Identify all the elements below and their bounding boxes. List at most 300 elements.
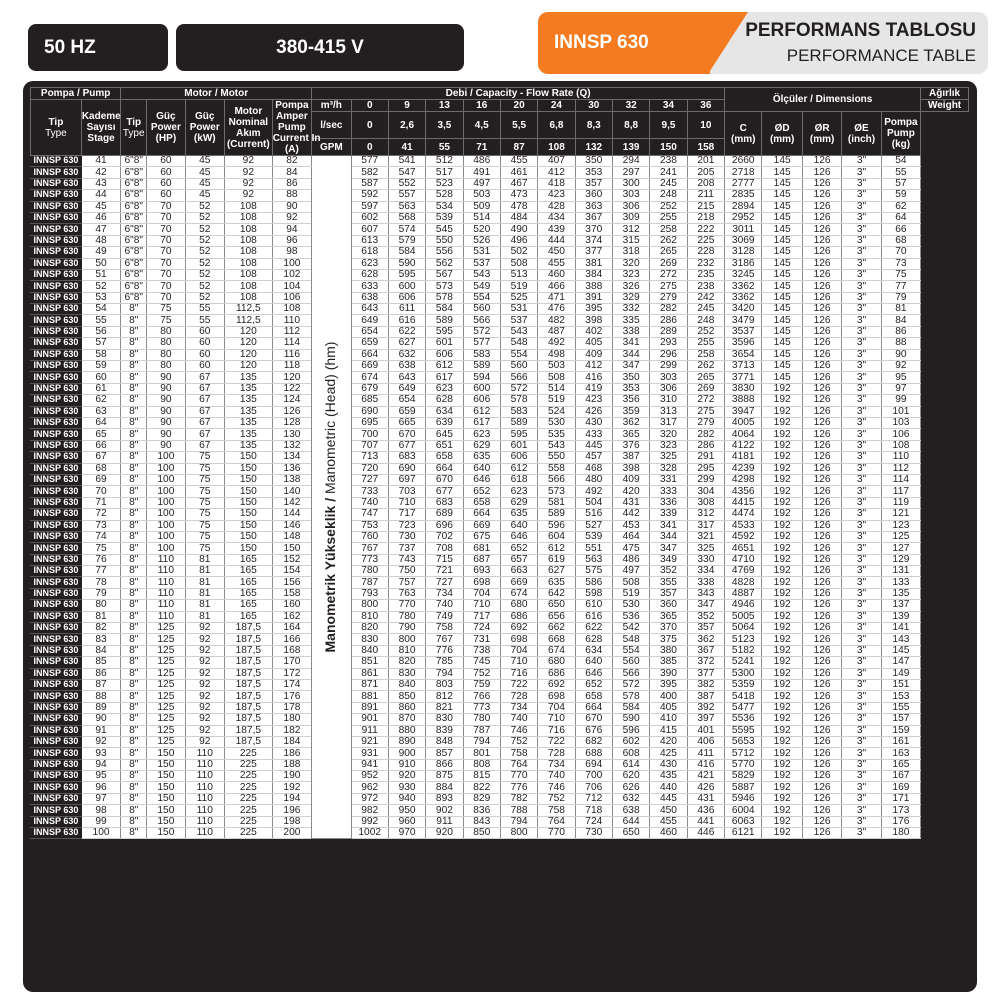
table-row (31, 235, 969, 246)
pump-amp-cell: 130 (272, 429, 311, 440)
head-cell: 577 (463, 338, 500, 349)
head-cell: 681 (463, 543, 500, 554)
motor-type-cell: 6"8" (121, 201, 147, 212)
stages-cell: 65 (81, 429, 120, 440)
head-cell: 752 (463, 668, 500, 679)
head-cell: 367 (687, 645, 724, 656)
dim-d-cell: 145 (762, 372, 802, 383)
head-cell: 554 (463, 292, 500, 303)
power-kw-cell: 60 (185, 338, 224, 349)
head-cell: 556 (426, 247, 463, 258)
power-hp-cell: 110 (147, 588, 185, 599)
head-cell: 317 (650, 417, 687, 428)
motor-type-cell: 8" (121, 691, 147, 702)
dim-c-cell: 2660 (725, 156, 762, 167)
head-cell: 582 (351, 167, 388, 178)
table-row (31, 793, 969, 804)
head-cell: 652 (500, 543, 537, 554)
model-cell: INNSP 630 (31, 212, 82, 223)
motor-type-cell: 8" (121, 463, 147, 474)
head-axis-label-cell (312, 156, 351, 839)
weight-cell: 64 (881, 212, 920, 223)
head-cell: 445 (575, 440, 612, 451)
stages-cell: 74 (81, 531, 120, 542)
head-cell: 589 (426, 315, 463, 326)
model-cell: INNSP 630 (31, 497, 82, 508)
table-row (31, 748, 969, 759)
dim-d-cell: 192 (762, 782, 802, 793)
power-hp-cell: 100 (147, 474, 185, 485)
power-hp-cell: 60 (147, 167, 185, 178)
head-cell: 640 (575, 657, 612, 668)
head-cell: 461 (500, 167, 537, 178)
weight-cell: 173 (881, 805, 920, 816)
head-cell: 822 (463, 782, 500, 793)
model-cell: INNSP 630 (31, 440, 82, 451)
head-cell: 513 (500, 269, 537, 280)
pump-group-header: Pompa / Pump (31, 88, 121, 100)
head-cell: 430 (575, 417, 612, 428)
model-cell: INNSP 630 (31, 486, 82, 497)
stages-cell: 52 (81, 281, 120, 292)
head-cell: 704 (538, 702, 575, 713)
head-cell: 384 (575, 269, 612, 280)
head-cell: 607 (351, 224, 388, 235)
dim-e-cell: 3" (842, 429, 881, 440)
pump-amp-cell: 138 (272, 474, 311, 485)
head-cell: 584 (388, 247, 425, 258)
head-cell: 334 (687, 566, 724, 577)
head-cell: 890 (388, 736, 425, 747)
dim-c-cell: 3713 (725, 361, 762, 372)
power-hp-cell: 60 (147, 156, 185, 167)
weight-cell: 81 (881, 304, 920, 315)
motor-current-cell: 108 (224, 292, 272, 303)
head-cell: 265 (687, 372, 724, 383)
head-cell: 650 (538, 600, 575, 611)
motor-current-cell: 150 (224, 509, 272, 520)
power-kw-cell: 52 (185, 224, 224, 235)
head-cell: 238 (650, 156, 687, 167)
dim-e-cell: 3" (842, 600, 881, 611)
dim-r-cell: 126 (802, 349, 841, 360)
stages-cell: 94 (81, 759, 120, 770)
head-cell: 717 (463, 611, 500, 622)
dim-e-cell: 3" (842, 281, 881, 292)
head-cell: 746 (500, 725, 537, 736)
motor-current-cell: 120 (224, 338, 272, 349)
flow-lsec: 6,8 (538, 112, 575, 139)
stages-cell: 96 (81, 782, 120, 793)
table-row (31, 474, 969, 485)
model-cell: INNSP 630 (31, 201, 82, 212)
power-kw-cell: 67 (185, 417, 224, 428)
model-cell: INNSP 630 (31, 406, 82, 417)
head-cell: 578 (500, 395, 537, 406)
stages-cell: 68 (81, 463, 120, 474)
head-cell: 328 (650, 463, 687, 474)
flow-m3h: 32 (612, 100, 649, 112)
stages-cell: 75 (81, 543, 120, 554)
head-cell: 586 (575, 577, 612, 588)
head-cell: 690 (388, 463, 425, 474)
head-cell: 749 (426, 611, 463, 622)
head-cell: 498 (538, 349, 575, 360)
dim-c-cell: 4592 (725, 531, 762, 542)
head-cell: 208 (687, 178, 724, 189)
dim-c-cell: 3069 (725, 235, 762, 246)
head-cell: 255 (650, 212, 687, 223)
head-cell: 222 (687, 224, 724, 235)
head-cell: 650 (612, 828, 649, 839)
stages-cell: 42 (81, 167, 120, 178)
dim-c-cell: 3830 (725, 383, 762, 394)
head-cell: 531 (463, 247, 500, 258)
head-cell: 664 (463, 509, 500, 520)
power-kw-cell: 52 (185, 247, 224, 258)
head-cell: 770 (538, 828, 575, 839)
head-cell: 722 (538, 736, 575, 747)
dim-d-cell: 192 (762, 452, 802, 463)
head-cell: 241 (650, 167, 687, 178)
dim-e-cell: 3" (842, 156, 881, 167)
head-cell: 627 (538, 566, 575, 577)
power-kw-cell: 110 (185, 748, 224, 759)
power-hp-cell: 90 (147, 417, 185, 428)
weight-cell: 108 (881, 440, 920, 451)
head-cell: 866 (426, 759, 463, 770)
pump-amp-cell: 120 (272, 372, 311, 383)
head-cell: 740 (351, 497, 388, 508)
motor-type-cell: 8" (121, 725, 147, 736)
table-row (31, 805, 969, 816)
dim-r-cell: 126 (802, 463, 841, 474)
power-hp-cell: 70 (147, 212, 185, 223)
head-cell: 598 (575, 588, 612, 599)
dim-d-cell: 192 (762, 805, 802, 816)
weight-cell: 147 (881, 657, 920, 668)
stages-cell: 97 (81, 793, 120, 804)
motor-type-cell: 8" (121, 793, 147, 804)
head-cell: 401 (687, 725, 724, 736)
power-kw-cell: 45 (185, 190, 224, 201)
pump-amp-cell: 112 (272, 326, 311, 337)
head-cell: 473 (500, 190, 537, 201)
table-row (31, 577, 969, 588)
motor-type-cell: 8" (121, 657, 147, 668)
head-cell: 537 (463, 258, 500, 269)
table-row (31, 566, 969, 577)
power-kw-cell: 110 (185, 828, 224, 839)
pump-amp-cell: 90 (272, 201, 311, 212)
table-row (31, 714, 969, 725)
head-cell: 584 (612, 702, 649, 713)
dim-r-cell: 126 (802, 657, 841, 668)
head-cell: 780 (388, 611, 425, 622)
dim-e-cell: 3" (842, 816, 881, 827)
head-cell: 332 (612, 304, 649, 315)
head-cell: 931 (351, 748, 388, 759)
dim-c-header: C (mm) (725, 112, 762, 156)
head-cell: 335 (612, 315, 649, 326)
weight-cell: 155 (881, 702, 920, 713)
stages-cell: 46 (81, 212, 120, 223)
power-kw-cell: 52 (185, 258, 224, 269)
dim-e-cell: 3" (842, 509, 881, 520)
head-cell: 572 (500, 383, 537, 394)
dim-d-cell: 192 (762, 520, 802, 531)
head-cell: 717 (388, 509, 425, 520)
dim-c-cell: 3128 (725, 247, 762, 258)
pump-amp-cell: 174 (272, 679, 311, 690)
power-kw-cell: 81 (185, 588, 224, 599)
dim-e-cell: 3" (842, 736, 881, 747)
weight-cell: 137 (881, 600, 920, 611)
head-cell: 362 (612, 417, 649, 428)
head-cell: 785 (426, 657, 463, 668)
power-hp-cell: 125 (147, 657, 185, 668)
head-cell: 623 (500, 486, 537, 497)
dim-d-cell: 145 (762, 315, 802, 326)
head-cell: 450 (538, 247, 575, 258)
head-cell: 875 (426, 771, 463, 782)
dim-c-cell: 3186 (725, 258, 762, 269)
flow-gpm: 158 (687, 139, 724, 156)
flow-lsec: 4,5 (463, 112, 500, 139)
stages-cell: 99 (81, 816, 120, 827)
head-cell: 387 (612, 452, 649, 463)
weight-cell: 169 (881, 782, 920, 793)
head-cell: 836 (463, 805, 500, 816)
power-kw-cell: 75 (185, 497, 224, 508)
head-cell: 794 (500, 816, 537, 827)
head-cell: 543 (500, 326, 537, 337)
head-cell: 782 (500, 793, 537, 804)
head-cell: 704 (500, 645, 537, 656)
weight-cell: 135 (881, 588, 920, 599)
motor-type-cell: 8" (121, 577, 147, 588)
weight-cell: 86 (881, 326, 920, 337)
dimensions-group-header: Ölçüler / Dimensions (725, 88, 921, 112)
flow-lsec: 8,3 (575, 112, 612, 139)
head-cell: 623 (463, 429, 500, 440)
weight-cell: 127 (881, 543, 920, 554)
head-cell: 367 (575, 212, 612, 223)
motor-current-cell: 135 (224, 417, 272, 428)
motor-type-cell: 8" (121, 429, 147, 440)
dim-c-cell: 4064 (725, 429, 762, 440)
pump-amp-cell: 104 (272, 281, 311, 292)
dim-c-cell: 4769 (725, 566, 762, 577)
stages-cell: 53 (81, 292, 120, 303)
stages-cell: 47 (81, 224, 120, 235)
head-cell: 519 (612, 588, 649, 599)
model-cell: INNSP 630 (31, 326, 82, 337)
dim-e-cell: 3" (842, 611, 881, 622)
dim-d-cell: 192 (762, 634, 802, 645)
motor-type-cell: 8" (121, 406, 147, 417)
dim-r-cell: 126 (802, 566, 841, 577)
head-cell: 262 (650, 235, 687, 246)
head-cell: 344 (612, 349, 649, 360)
table-row (31, 304, 969, 315)
dim-c-cell: 4828 (725, 577, 762, 588)
dim-e-cell: 3" (842, 315, 881, 326)
head-cell: 341 (612, 338, 649, 349)
dim-c-cell: 3771 (725, 372, 762, 383)
table-row (31, 679, 969, 690)
model-cell: INNSP 630 (31, 828, 82, 839)
head-cell: 543 (538, 440, 575, 451)
model-cell: INNSP 630 (31, 793, 82, 804)
motor-type-header: Tip Type (121, 100, 147, 156)
stages-cell: 87 (81, 679, 120, 690)
model-cell: INNSP 630 (31, 247, 82, 258)
weight-cell: 84 (881, 315, 920, 326)
motor-current-cell: 165 (224, 588, 272, 599)
dim-c-cell: 4122 (725, 440, 762, 451)
head-cell: 391 (575, 292, 612, 303)
dim-r-cell: 126 (802, 611, 841, 622)
dim-c-cell: 5064 (725, 623, 762, 634)
head-cell: 410 (650, 714, 687, 725)
head-axis-label-en: Manometric (Head) (hm) (322, 341, 339, 499)
head-cell: 677 (388, 440, 425, 451)
dim-c-cell: 5712 (725, 748, 762, 759)
model-cell: INNSP 630 (31, 417, 82, 428)
head-cell: 679 (351, 383, 388, 394)
weight-cell: 99 (881, 395, 920, 406)
model-cell: INNSP 630 (31, 258, 82, 269)
head-cell: 517 (426, 167, 463, 178)
table-row (31, 258, 969, 269)
head-cell: 763 (388, 588, 425, 599)
dim-c-cell: 4005 (725, 417, 762, 428)
table-row (31, 269, 969, 280)
power-hp-cell: 60 (147, 178, 185, 189)
dim-d-cell: 192 (762, 509, 802, 520)
table-row (31, 463, 969, 474)
weight-cell: 79 (881, 292, 920, 303)
table-row (31, 190, 969, 201)
flow-lsec: 5,5 (500, 112, 537, 139)
dim-d-cell: 192 (762, 497, 802, 508)
power-hp-cell: 100 (147, 463, 185, 474)
dim-c-cell: 4356 (725, 486, 762, 497)
dim-d-cell: 145 (762, 338, 802, 349)
dim-r-cell: 126 (802, 782, 841, 793)
head-cell: 595 (388, 269, 425, 280)
head-cell: 365 (612, 429, 649, 440)
head-cell: 730 (388, 531, 425, 542)
head-cell: 722 (500, 679, 537, 690)
head-cell: 313 (650, 406, 687, 417)
table-row (31, 657, 969, 668)
motor-type-cell: 6"8" (121, 190, 147, 201)
motor-current-cell: 165 (224, 554, 272, 565)
dim-c-cell: 3245 (725, 269, 762, 280)
stages-cell: 45 (81, 201, 120, 212)
head-cell: 839 (426, 725, 463, 736)
head-cell: 750 (388, 566, 425, 577)
head-cell: 612 (463, 406, 500, 417)
head-cell: 442 (612, 509, 649, 520)
power-hp-cell: 70 (147, 201, 185, 212)
head-cell: 487 (538, 326, 575, 337)
pump-amp-cell: 168 (272, 645, 311, 656)
pump-amp-cell: 144 (272, 509, 311, 520)
head-cell: 211 (687, 190, 724, 201)
head-cell: 363 (575, 201, 612, 212)
head-cell: 503 (538, 361, 575, 372)
dim-c-cell: 5123 (725, 634, 762, 645)
head-cell: 753 (351, 520, 388, 531)
power-kw-cell: 92 (185, 657, 224, 668)
head-cell: 331 (650, 474, 687, 485)
head-cell: 747 (351, 509, 388, 520)
motor-type-cell: 8" (121, 349, 147, 360)
power-kw-cell: 60 (185, 361, 224, 372)
head-cell: 519 (500, 281, 537, 292)
head-cell: 770 (388, 600, 425, 611)
motor-current-cell: 150 (224, 543, 272, 554)
power-hp-cell: 125 (147, 736, 185, 747)
power-kw-cell: 92 (185, 691, 224, 702)
motor-type-cell: 8" (121, 440, 147, 451)
table-row (31, 156, 969, 167)
stages-header: Kademe Sayısı Stage (81, 100, 120, 156)
head-cell: 690 (351, 406, 388, 417)
head-cell: 686 (500, 611, 537, 622)
head-cell: 360 (650, 600, 687, 611)
motor-type-cell: 8" (121, 805, 147, 816)
dim-e-cell: 3" (842, 304, 881, 315)
power-kw-cell: 92 (185, 714, 224, 725)
weight-cell: 171 (881, 793, 920, 804)
head-cell: 504 (575, 497, 612, 508)
stages-cell: 57 (81, 338, 120, 349)
table-row (31, 725, 969, 736)
head-cell: 632 (612, 793, 649, 804)
head-cell: 486 (463, 156, 500, 167)
model-cell: INNSP 630 (31, 383, 82, 394)
dim-r-cell: 126 (802, 269, 841, 280)
dim-r-cell: 126 (802, 486, 841, 497)
flow-lsec: 2,6 (388, 112, 425, 139)
dim-d-cell: 192 (762, 463, 802, 474)
head-cell: 409 (612, 474, 649, 485)
dim-c-cell: 4415 (725, 497, 762, 508)
head-cell: 820 (351, 623, 388, 634)
dim-c-cell: 4710 (725, 554, 762, 565)
stages-cell: 67 (81, 452, 120, 463)
head-cell: 508 (500, 258, 537, 269)
head-cell: 365 (650, 611, 687, 622)
head-cell: 752 (500, 736, 537, 747)
power-kw-cell: 75 (185, 486, 224, 497)
head-cell: 623 (426, 383, 463, 394)
head-cell: 269 (687, 383, 724, 394)
motor-current-cell: 187,5 (224, 691, 272, 702)
head-cell: 225 (687, 235, 724, 246)
weight-cell: 131 (881, 566, 920, 577)
dim-r-cell: 126 (802, 805, 841, 816)
stages-cell: 92 (81, 736, 120, 747)
power-hp-cell: 125 (147, 623, 185, 634)
head-cell: 360 (575, 190, 612, 201)
weight-cell: 114 (881, 474, 920, 485)
motor-current-cell: 150 (224, 531, 272, 542)
